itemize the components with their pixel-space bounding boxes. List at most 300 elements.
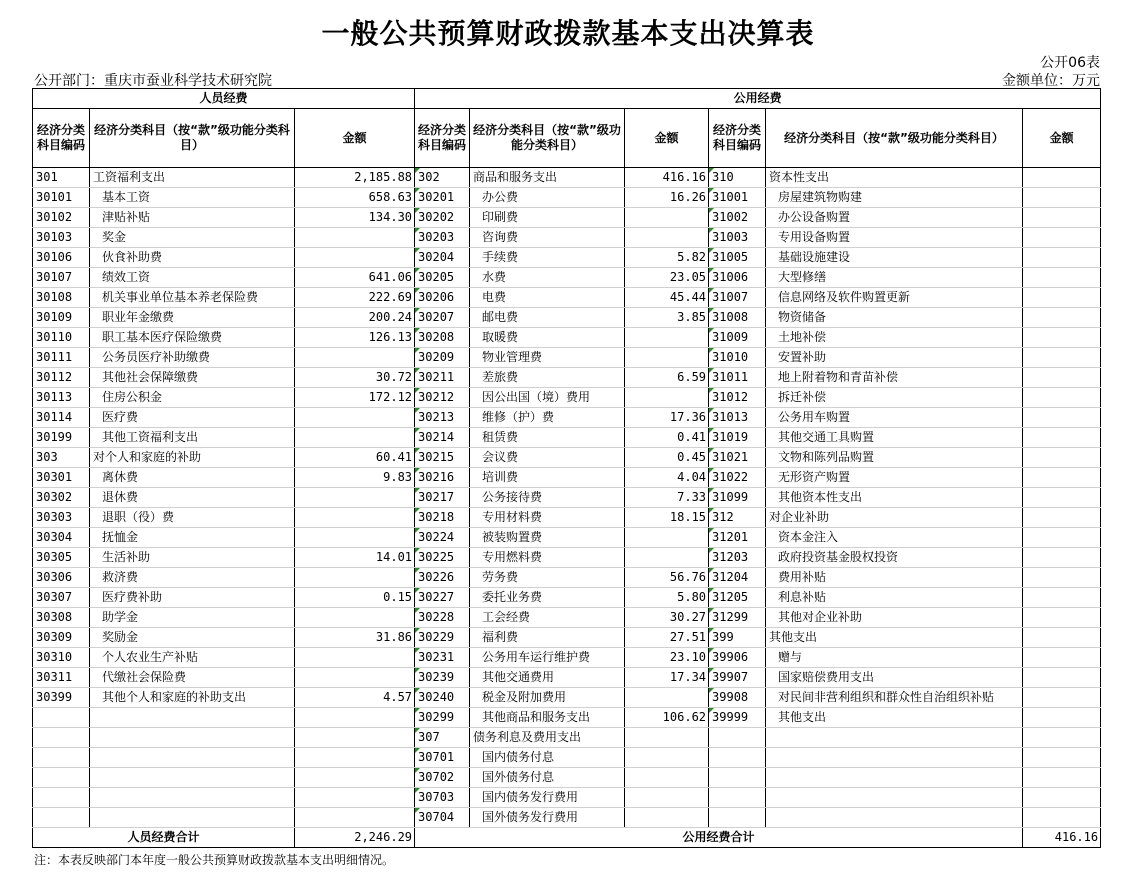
- cell-code: 30303: [33, 508, 90, 528]
- cell-amount: 172.12: [295, 388, 415, 408]
- cell-name: 政府投资基金股权投资: [766, 548, 1023, 568]
- cell-name: 伙食补助费: [90, 248, 295, 268]
- col-name-3: 经济分类科目（按“款”级功能分类科目）: [766, 109, 1023, 168]
- table-row: [33, 548, 1101, 568]
- cell-name: 咨询费: [470, 228, 625, 248]
- cell-amount: 3.85: [625, 308, 709, 328]
- cell-amount: [1023, 448, 1101, 468]
- cell-amount: 14.01: [295, 548, 415, 568]
- cell-name: 绩效工资: [90, 268, 295, 288]
- cell-amount: [295, 508, 415, 528]
- cell-name: 电费: [470, 288, 625, 308]
- cell-code: [33, 808, 90, 828]
- cell-amount: 45.44: [625, 288, 709, 308]
- cell-name: 国家赔偿费用支出: [766, 668, 1023, 688]
- cell-code: 30306: [33, 568, 90, 588]
- table-row: [33, 788, 1101, 808]
- cell-name: 其他工资福利支出: [90, 428, 295, 448]
- cell-amount: [625, 208, 709, 228]
- cell-code: 30205: [415, 268, 470, 288]
- table-row: [33, 668, 1101, 688]
- cell-code: 31205: [709, 588, 766, 608]
- cell-code: 31001: [709, 188, 766, 208]
- cell-code: [33, 768, 90, 788]
- column-header-row: [33, 109, 1101, 168]
- cell-name: 税金及附加费用: [470, 688, 625, 708]
- cell-amount: 30.27: [625, 608, 709, 628]
- cell-name: 代缴社会保险费: [90, 668, 295, 688]
- cell-name: 地上附着物和青苗补偿: [766, 368, 1023, 388]
- cell-name: 其他社会保障缴费: [90, 368, 295, 388]
- table-row: [33, 448, 1101, 468]
- table-row: [33, 248, 1101, 268]
- cell-amount: [295, 568, 415, 588]
- cell-code: 30212: [415, 388, 470, 408]
- cell-name: 基本工资: [90, 188, 295, 208]
- cell-name: 物业管理费: [470, 348, 625, 368]
- cell-name: 福利费: [470, 628, 625, 648]
- cell-amount: [295, 408, 415, 428]
- cell-name: 生活补助: [90, 548, 295, 568]
- cell-code: 30107: [33, 268, 90, 288]
- table-row: [33, 588, 1101, 608]
- cell-name: 其他商品和服务支出: [470, 708, 625, 728]
- cell-name: [766, 788, 1023, 808]
- cell-name: 资本金注入: [766, 528, 1023, 548]
- table-row: [33, 808, 1101, 828]
- cell-amount: [295, 528, 415, 548]
- cell-amount: [625, 688, 709, 708]
- cell-name: [90, 788, 295, 808]
- cell-code: 31299: [709, 608, 766, 628]
- cell-amount: [1023, 388, 1101, 408]
- cell-name: 退职（役）费: [90, 508, 295, 528]
- table-row: [33, 488, 1101, 508]
- cell-code: 31201: [709, 528, 766, 548]
- cell-amount: 5.82: [625, 248, 709, 268]
- cell-amount: 16.26: [625, 188, 709, 208]
- table-row: [33, 368, 1101, 388]
- cell-code: 399: [709, 628, 766, 648]
- cell-code: 30203: [415, 228, 470, 248]
- cell-name: [90, 748, 295, 768]
- cell-amount: 27.51: [625, 628, 709, 648]
- cell-amount: [1023, 348, 1101, 368]
- cell-code: 31005: [709, 248, 766, 268]
- cell-name: 抚恤金: [90, 528, 295, 548]
- personnel-total-label: 人员经费合计: [33, 828, 295, 848]
- cell-code: 30309: [33, 628, 90, 648]
- cell-name: 商品和服务支出: [470, 168, 625, 188]
- cell-code: 31021: [709, 448, 766, 468]
- cell-code: [709, 728, 766, 748]
- cell-amount: [1023, 568, 1101, 588]
- cell-name: 因公出国（境）费用: [470, 388, 625, 408]
- cell-amount: [1023, 588, 1101, 608]
- cell-amount: [625, 348, 709, 368]
- cell-name: 救济费: [90, 568, 295, 588]
- cell-name: [766, 808, 1023, 828]
- cell-name: [90, 708, 295, 728]
- cell-amount: 23.05: [625, 268, 709, 288]
- cell-name: 工会经费: [470, 608, 625, 628]
- cell-name: 委托业务费: [470, 588, 625, 608]
- cell-name: 其他支出: [766, 628, 1023, 648]
- cell-code: 31003: [709, 228, 766, 248]
- form-number: 公开06表: [1040, 55, 1100, 71]
- cell-name: 取暖费: [470, 328, 625, 348]
- col-amount-1: 金额: [295, 109, 415, 168]
- cell-amount: [1023, 428, 1101, 448]
- cell-code: 30199: [33, 428, 90, 448]
- cell-code: 30228: [415, 608, 470, 628]
- cell-code: 30307: [33, 588, 90, 608]
- cell-amount: 0.41: [625, 428, 709, 448]
- col-name-2: 经济分类科目（按“款”级功能分类科目）: [470, 109, 625, 168]
- cell-code: 31012: [709, 388, 766, 408]
- cell-name: 其他资本性支出: [766, 488, 1023, 508]
- cell-name: 国外债务付息: [470, 768, 625, 788]
- cell-amount: [625, 748, 709, 768]
- cell-code: 39907: [709, 668, 766, 688]
- cell-name: 办公设备购置: [766, 208, 1023, 228]
- cell-amount: 200.24: [295, 308, 415, 328]
- cell-amount: [1023, 688, 1101, 708]
- cell-amount: [1023, 668, 1101, 688]
- cell-amount: 5.80: [625, 588, 709, 608]
- cell-amount: [1023, 528, 1101, 548]
- cell-amount: [295, 648, 415, 668]
- cell-name: [766, 728, 1023, 748]
- cell-code: 31007: [709, 288, 766, 308]
- cell-amount: [1023, 748, 1101, 768]
- cell-code: [33, 728, 90, 748]
- cell-amount: [1023, 268, 1101, 288]
- cell-amount: [1023, 548, 1101, 568]
- cell-amount: [1023, 468, 1101, 488]
- cell-amount: 18.15: [625, 508, 709, 528]
- cell-amount: [1023, 508, 1101, 528]
- cell-code: 307: [415, 728, 470, 748]
- cell-code: 30110: [33, 328, 90, 348]
- totals-row: [33, 828, 1101, 848]
- cell-amount: [625, 768, 709, 788]
- cell-code: 30308: [33, 608, 90, 628]
- table-row: [33, 468, 1101, 488]
- col-code-2: 经济分类科目编码: [415, 109, 470, 168]
- cell-amount: [295, 808, 415, 828]
- cell-name: 大型修缮: [766, 268, 1023, 288]
- cell-name: 职工基本医疗保险缴费: [90, 328, 295, 348]
- cell-amount: [295, 488, 415, 508]
- cell-name: 工资福利支出: [90, 168, 295, 188]
- cell-name: 医疗费补助: [90, 588, 295, 608]
- cell-code: 30231: [415, 648, 470, 668]
- cell-name: 机关事业单位基本养老保险费: [90, 288, 295, 308]
- cell-name: 维修（护）费: [470, 408, 625, 428]
- cell-name: 邮电费: [470, 308, 625, 328]
- cell-amount: [625, 548, 709, 568]
- cell-name: 其他交通费用: [470, 668, 625, 688]
- table-row: [33, 528, 1101, 548]
- cell-code: 30206: [415, 288, 470, 308]
- cell-code: 39906: [709, 648, 766, 668]
- cell-code: 30302: [33, 488, 90, 508]
- table-row: [33, 408, 1101, 428]
- col-code-1: 经济分类科目编码: [33, 109, 90, 168]
- cell-code: 30201: [415, 188, 470, 208]
- cell-code: 312: [709, 508, 766, 528]
- cell-code: 301: [33, 168, 90, 188]
- cell-code: 31013: [709, 408, 766, 428]
- cell-name: 个人农业生产补贴: [90, 648, 295, 668]
- cell-code: 30101: [33, 188, 90, 208]
- cell-name: 赠与: [766, 648, 1023, 668]
- col-code-3: 经济分类科目编码: [709, 109, 766, 168]
- expenditure-table: [32, 88, 1101, 848]
- cell-name: 对企业补助: [766, 508, 1023, 528]
- cell-amount: 126.13: [295, 328, 415, 348]
- cell-amount: 134.30: [295, 208, 415, 228]
- cell-code: [709, 788, 766, 808]
- cell-name: 专用燃料费: [470, 548, 625, 568]
- unit-label: 金额单位：万元: [1002, 73, 1100, 89]
- group-header-row: [33, 89, 1101, 109]
- cell-name: 无形资产购置: [766, 468, 1023, 488]
- cell-code: 30239: [415, 668, 470, 688]
- cell-amount: 658.63: [295, 188, 415, 208]
- cell-amount: [295, 348, 415, 368]
- cell-name: 对个人和家庭的补助: [90, 448, 295, 468]
- cell-code: 30215: [415, 448, 470, 468]
- cell-amount: 31.86: [295, 628, 415, 648]
- cell-amount: [295, 728, 415, 748]
- table-row: [33, 228, 1101, 248]
- table-row: [33, 328, 1101, 348]
- public-total-value: 416.16: [1023, 828, 1101, 848]
- cell-code: 30701: [415, 748, 470, 768]
- cell-code: 30217: [415, 488, 470, 508]
- group-personnel: 人员经费: [33, 89, 415, 109]
- cell-amount: 416.16: [625, 168, 709, 188]
- cell-amount: 0.15: [295, 588, 415, 608]
- col-name-1: 经济分类科目（按“款”级功能分类科目）: [90, 109, 295, 168]
- cell-name: [766, 748, 1023, 768]
- cell-amount: [295, 248, 415, 268]
- cell-code: 30114: [33, 408, 90, 428]
- cell-code: 31022: [709, 468, 766, 488]
- table-row: [33, 748, 1101, 768]
- cell-code: 30103: [33, 228, 90, 248]
- cell-code: 30310: [33, 648, 90, 668]
- cell-code: 30225: [415, 548, 470, 568]
- cell-code: [709, 748, 766, 768]
- cell-name: 培训费: [470, 468, 625, 488]
- group-public: 公用经费: [415, 89, 1101, 109]
- cell-name: 对民间非营利组织和群众性自治组织补贴: [766, 688, 1023, 708]
- cell-code: 302: [415, 168, 470, 188]
- cell-code: 30106: [33, 248, 90, 268]
- cell-name: [90, 728, 295, 748]
- cell-name: 债务利息及费用支出: [470, 728, 625, 748]
- cell-name: 水费: [470, 268, 625, 288]
- public-total-label: 公用经费合计: [415, 828, 1023, 848]
- cell-amount: 6.59: [625, 368, 709, 388]
- table-row: [33, 388, 1101, 408]
- cell-name: 住房公积金: [90, 388, 295, 408]
- cell-amount: [1023, 408, 1101, 428]
- table-row: [33, 628, 1101, 648]
- cell-name: 物资储备: [766, 308, 1023, 328]
- cell-name: 手续费: [470, 248, 625, 268]
- table-row: [33, 288, 1101, 308]
- cell-amount: [1023, 628, 1101, 648]
- cell-code: 30108: [33, 288, 90, 308]
- table-row: [33, 568, 1101, 588]
- cell-code: 303: [33, 448, 90, 468]
- cell-amount: 30.72: [295, 368, 415, 388]
- cell-name: 会议费: [470, 448, 625, 468]
- cell-amount: [295, 748, 415, 768]
- cell-amount: [1023, 188, 1101, 208]
- cell-amount: 9.83: [295, 468, 415, 488]
- cell-code: 310: [709, 168, 766, 188]
- cell-name: 奖励金: [90, 628, 295, 648]
- cell-name: 其他交通工具购置: [766, 428, 1023, 448]
- cell-code: 31006: [709, 268, 766, 288]
- cell-amount: 4.57: [295, 688, 415, 708]
- cell-code: 30208: [415, 328, 470, 348]
- cell-name: 其他支出: [766, 708, 1023, 728]
- cell-name: [90, 808, 295, 828]
- table-row: [33, 308, 1101, 328]
- cell-code: 30213: [415, 408, 470, 428]
- cell-name: 租赁费: [470, 428, 625, 448]
- cell-code: 39999: [709, 708, 766, 728]
- cell-amount: 0.45: [625, 448, 709, 468]
- cell-code: [33, 748, 90, 768]
- cell-name: 公务用车运行维护费: [470, 648, 625, 668]
- cell-code: 31019: [709, 428, 766, 448]
- table-row: [33, 608, 1101, 628]
- cell-amount: 106.62: [625, 708, 709, 728]
- cell-amount: [1023, 168, 1101, 188]
- col-amount-3: 金额: [1023, 109, 1101, 168]
- cell-name: 差旅费: [470, 368, 625, 388]
- cell-amount: 17.34: [625, 668, 709, 688]
- cell-amount: [1023, 248, 1101, 268]
- cell-name: 费用补贴: [766, 568, 1023, 588]
- cell-amount: 2,185.88: [295, 168, 415, 188]
- table-row: [33, 508, 1101, 528]
- cell-amount: 60.41: [295, 448, 415, 468]
- cell-code: 30211: [415, 368, 470, 388]
- cell-code: 31203: [709, 548, 766, 568]
- cell-name: 专用材料费: [470, 508, 625, 528]
- cell-amount: [1023, 608, 1101, 628]
- cell-code: 30202: [415, 208, 470, 228]
- col-amount-2: 金额: [625, 109, 709, 168]
- cell-name: 被装购置费: [470, 528, 625, 548]
- table-row: [33, 428, 1101, 448]
- table-row: [33, 768, 1101, 788]
- cell-code: 30111: [33, 348, 90, 368]
- cell-name: 奖金: [90, 228, 295, 248]
- cell-code: 30304: [33, 528, 90, 548]
- cell-amount: [625, 388, 709, 408]
- cell-code: [33, 708, 90, 728]
- table-row: [33, 348, 1101, 368]
- cell-amount: [625, 328, 709, 348]
- cell-amount: [625, 808, 709, 828]
- cell-code: 30703: [415, 788, 470, 808]
- cell-name: 助学金: [90, 608, 295, 628]
- cell-code: 30214: [415, 428, 470, 448]
- cell-code: 30229: [415, 628, 470, 648]
- cell-code: 31008: [709, 308, 766, 328]
- cell-code: 30113: [33, 388, 90, 408]
- cell-amount: [1023, 808, 1101, 828]
- cell-code: 39908: [709, 688, 766, 708]
- cell-amount: [1023, 788, 1101, 808]
- cell-name: 公务员医疗补助缴费: [90, 348, 295, 368]
- cell-code: 30102: [33, 208, 90, 228]
- personnel-total-value: 2,246.29: [295, 828, 415, 848]
- cell-name: 津贴补贴: [90, 208, 295, 228]
- cell-code: 31002: [709, 208, 766, 228]
- cell-code: 30311: [33, 668, 90, 688]
- table-row: [33, 268, 1101, 288]
- cell-name: 办公费: [470, 188, 625, 208]
- cell-amount: 56.76: [625, 568, 709, 588]
- cell-code: 30209: [415, 348, 470, 368]
- cell-amount: [1023, 708, 1101, 728]
- cell-code: 30216: [415, 468, 470, 488]
- cell-name: 信息网络及软件购置更新: [766, 288, 1023, 308]
- cell-code: [33, 788, 90, 808]
- cell-code: 31099: [709, 488, 766, 508]
- cell-amount: [295, 708, 415, 728]
- cell-name: 文物和陈列品购置: [766, 448, 1023, 468]
- cell-amount: [295, 668, 415, 688]
- cell-amount: [1023, 208, 1101, 228]
- cell-amount: 4.04: [625, 468, 709, 488]
- cell-name: 印刷费: [470, 208, 625, 228]
- department-label: 公开部门：重庆市蚕业科学技术研究院: [34, 73, 272, 89]
- table-row: [33, 168, 1101, 188]
- table-row: [33, 728, 1101, 748]
- cell-name: 公务接待费: [470, 488, 625, 508]
- cell-amount: [625, 788, 709, 808]
- cell-amount: 641.06: [295, 268, 415, 288]
- table-row: [33, 688, 1101, 708]
- cell-code: 30204: [415, 248, 470, 268]
- cell-code: 30702: [415, 768, 470, 788]
- cell-name: 专用设备购置: [766, 228, 1023, 248]
- cell-amount: [625, 528, 709, 548]
- cell-amount: [1023, 728, 1101, 748]
- cell-name: 利息补贴: [766, 588, 1023, 608]
- page-title: 一般公共预算财政拨款基本支出决算表: [321, 17, 815, 50]
- cell-amount: 7.33: [625, 488, 709, 508]
- table-row: [33, 708, 1101, 728]
- cell-name: 职业年金缴费: [90, 308, 295, 328]
- cell-name: 房屋建筑物购建: [766, 188, 1023, 208]
- cell-amount: [1023, 368, 1101, 388]
- cell-code: 30109: [33, 308, 90, 328]
- cell-name: 资本性支出: [766, 168, 1023, 188]
- cell-name: 国内债务付息: [470, 748, 625, 768]
